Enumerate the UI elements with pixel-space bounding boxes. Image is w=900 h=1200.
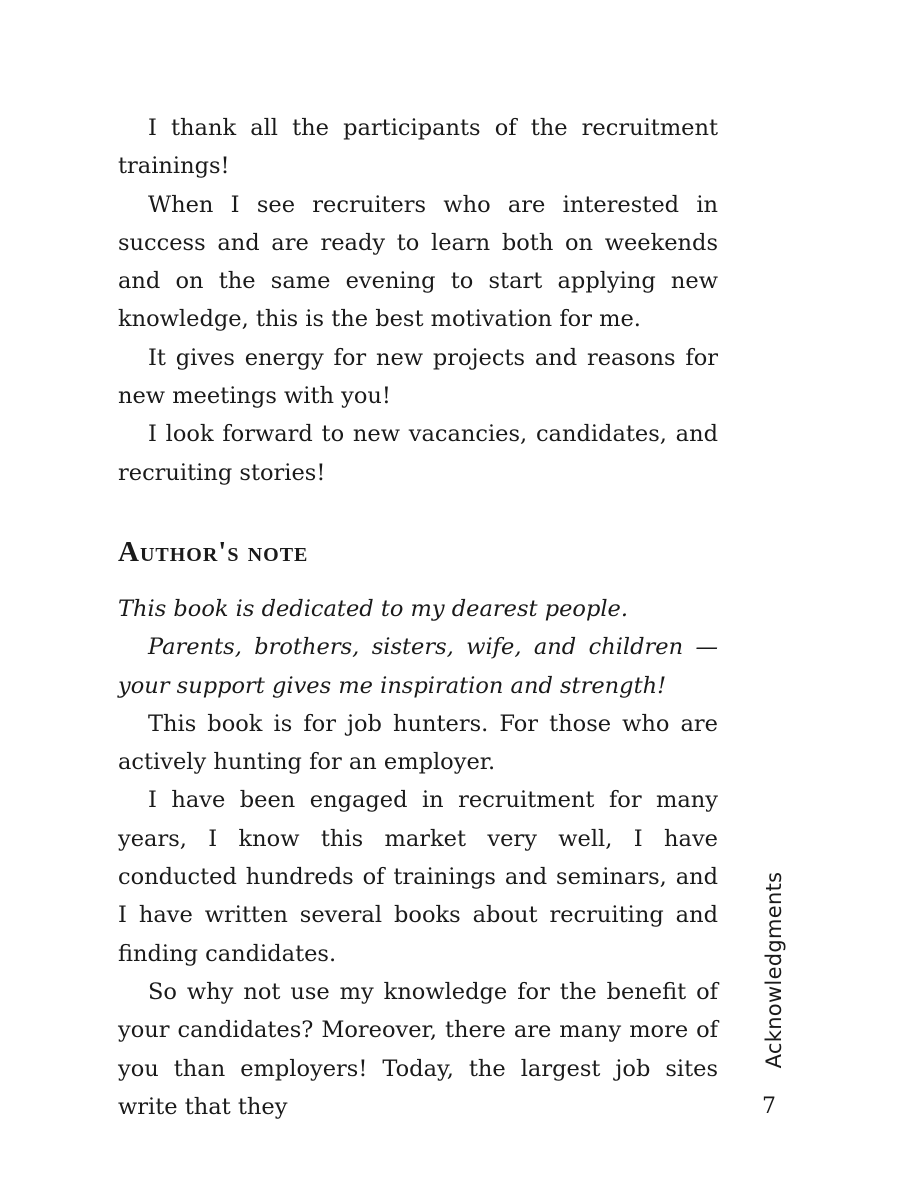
paragraph-energy-projects: It gives energy for new projects and reasons for new meetings with you!	[118, 344, 718, 410]
paragraph-why-knowledge: So why not use my knowledge for the benefit of your candidates? Moreover, there are many more of you than employers! Today, the largest job sites write that they	[118, 978, 718, 1120]
dedication-family: Parents, brothers, sisters, wife, and children — your support gives me inspiration and strength!	[118, 634, 718, 699]
paragraph-look-forward: I look forward to new vacancies, candidates, and recruiting stories!	[118, 421, 718, 486]
running-head: Acknowledgments	[762, 871, 786, 1069]
acknowledgments-text	[118, 109, 718, 492]
authors-note-text	[118, 590, 718, 1126]
paragraph-thanks-participants: I thank all the participants of the recruitment trainings!	[118, 115, 718, 180]
section-heading-authors-note: Author's note	[118, 536, 309, 568]
page-number: 7	[762, 1094, 776, 1119]
paragraph-job-hunters: This book is for job hunters. For those who are actively hunting for an employer.	[118, 710, 718, 776]
dedication-lead: This book is dedicated to my dearest people.	[118, 596, 629, 622]
paragraph-experience: I have been engaged in recruitment for many years, I know this market very well, I have conducted hundreds of trainings and seminars, and I have written several books about recruiting and finding candidates.	[118, 787, 718, 967]
paragraph-recruiters-motivation: When I see recruiters who are interested in success and are ready to learn both on weekends and on the same evening to start applying new knowledge, this is the best motivation for me.	[118, 191, 718, 333]
